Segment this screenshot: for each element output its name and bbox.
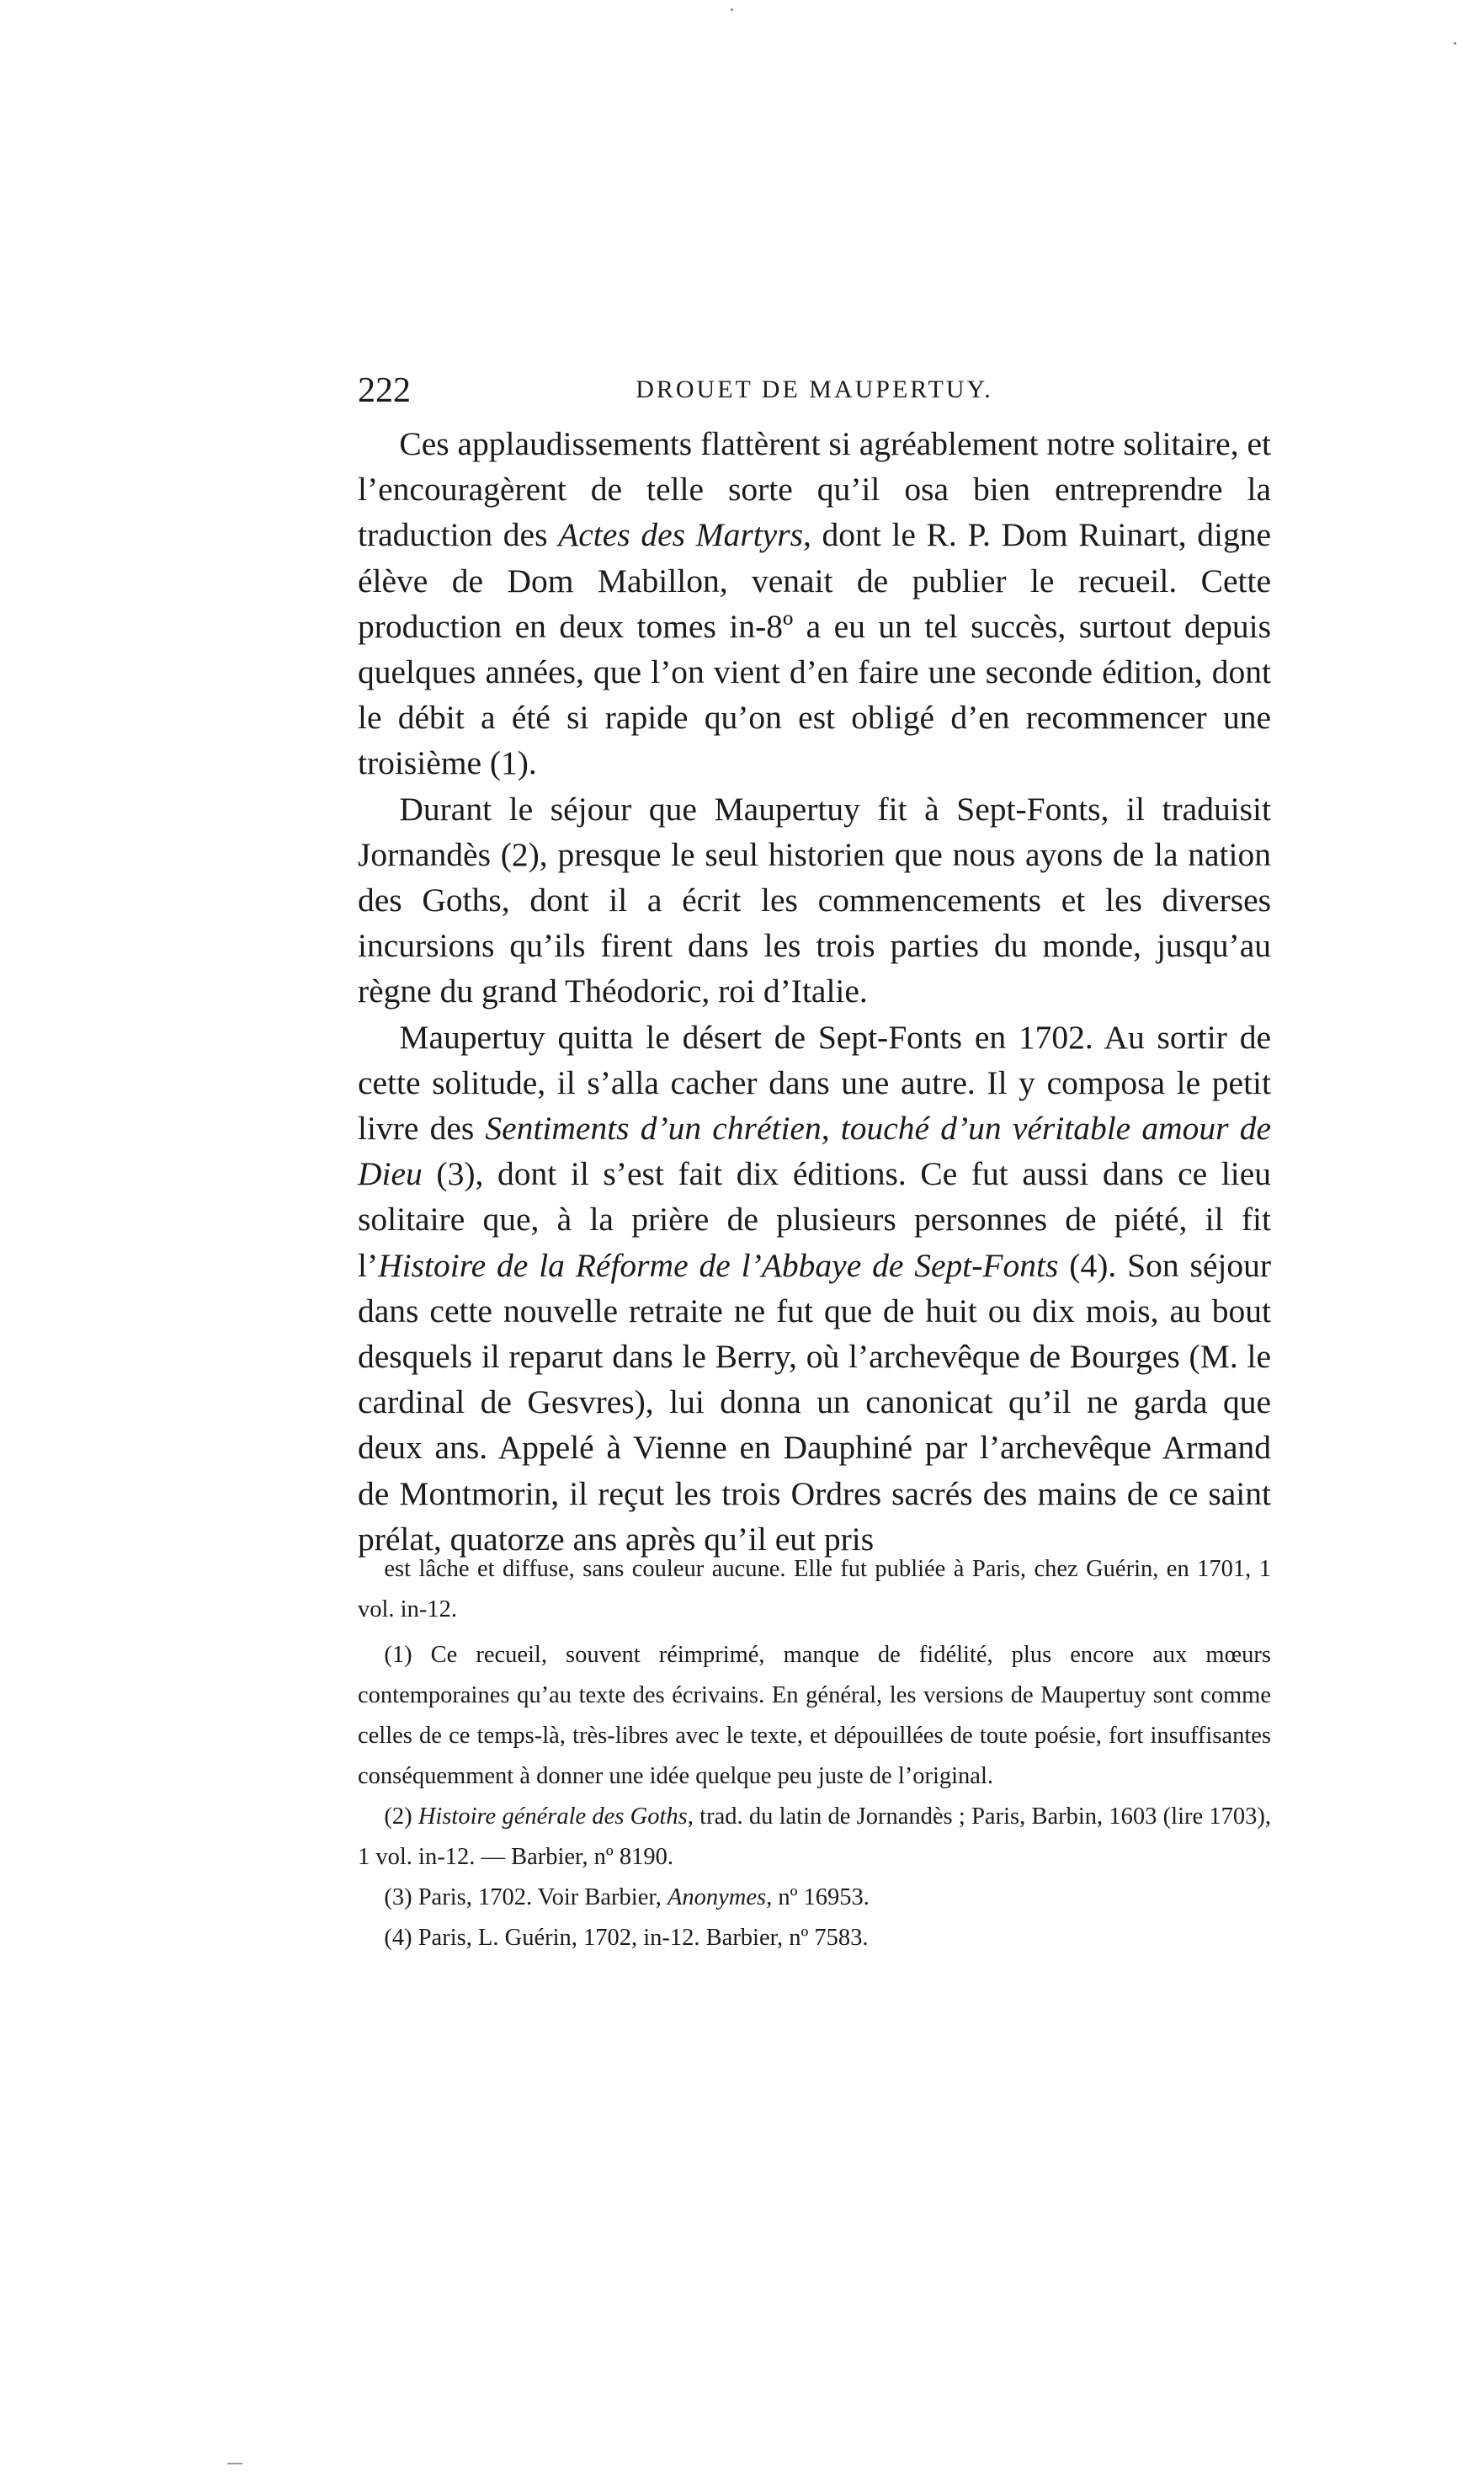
text-run: (3) Paris, 1702. Voir Barbier, (384, 1884, 668, 1910)
scan-speck (731, 8, 733, 11)
text-run: (3), dont il s’est fait dix éditions. Ce fut aussi dans ce lieu solitaire que, à la prière de plusieurs personnes de piété, il fit l’ (358, 1155, 1271, 1284)
text-run: (1) Ce recueil, souvent réimprimé, manque de fidélité, plus encore aux mœurs contemporaines qu’au texte des écrivains. En général, les versions de Maupertuy sont comme celles de ce temps-là, très-libres avec le texte, et dépouillées de toute poésie, fort insuffisantes conséquemment à donner une idée quelque peu juste de l’original. (358, 1642, 1271, 1789)
italic-title: Sentiments d’un chrétien, touché d’un véritable amour de Dieu (358, 1110, 1272, 1193)
text-run: (4) Paris, L. Guérin, 1702, in-12. Barbier, nº 7583. (384, 1925, 869, 1951)
text-run: Durant le séjour que Maupertuy fit à Sept-Fonts, il traduisit Jornandès (2), presque le seul historien que nous ayons de la nation des Goths, dont il a écrit les commencements et les diverses incursions qu’ils firent dans les trois parties du monde, jusqu’au règne du grand Théodoric, roi d’Italie. (358, 790, 1271, 1010)
footnote (358, 1878, 1271, 1918)
paragraph (358, 786, 1271, 1015)
text-run: , trad. du latin de Jornandès ; Paris, Barbin, 1603 (lire 1703), 1 vol. in-12. — Barbier, nº 8190. (358, 1803, 1272, 1870)
paragraph (358, 1015, 1271, 1562)
italic-title: Histoire générale des Goths (418, 1803, 688, 1830)
text-run: Ces applaudissements flattèrent si agréablement notre solitaire, et l’encouragèrent de telle sorte qu’il osa bien entreprendre la traduction des (358, 425, 1271, 554)
italic-title: Anonymes (667, 1884, 767, 1910)
text-run: est lâche et diffuse, sans couleur aucune. Elle fut publiée à Paris, chez Guérin, en 1701, 1 vol. in-12. (358, 1556, 1271, 1622)
footnote (358, 1797, 1271, 1878)
text-run: , dont le R. P. Dom Ruinart, digne élève de Dom Mabillon, venait de publier le recueil. Cette production en deux tomes in-8º a eu un tel succès, surtout depuis quelques années, que l’on vient d’en faire une seconde édition, dont le débit a été si rapide qu’on est obligé d’en recommencer une troisième (1). (358, 516, 1272, 782)
text-run: (2) (384, 1803, 418, 1830)
page-number: 222 (358, 371, 411, 410)
footnotes (358, 1549, 1271, 1958)
footnote (358, 1549, 1271, 1630)
footnote (358, 1635, 1271, 1797)
text-run: Maupertuy quitta le désert de Sept-Fonts en 1702. Au sortir de cette solitude, il s’alla cacher dans une autre. Il y composa le petit livre des (358, 1018, 1271, 1148)
footnote (358, 1918, 1271, 1958)
scan-speck (1454, 42, 1456, 45)
running-title: DROUET DE MAUPERTUY. (636, 376, 993, 403)
scan-speck (227, 2463, 242, 2464)
paragraph (358, 421, 1271, 786)
text-run: (4). Son séjour dans cette nouvelle retraite ne fut que de huit ou dix mois, au bout desquels il reparut dans le Berry, où l’archevêque de Bourges (M. le cardinal de Gesvres), lui donna un canonicat qu’il ne garda que deux ans. Appelé à Vienne en Dauphiné par l’archevêque Armand de Montmorin, il reçut les trois Ordres sacrés des mains de ce saint prélat, quatorze ans après qu’il eut pris (358, 1246, 1271, 1558)
text-run: , nº 16953. (766, 1884, 870, 1910)
page-header (358, 370, 1271, 421)
main-text (358, 421, 1271, 1562)
italic-title: Histoire de la Réforme de l’Abbaye de Sept-Fonts (378, 1246, 1059, 1284)
italic-title: Actes des Martyrs (558, 516, 803, 554)
